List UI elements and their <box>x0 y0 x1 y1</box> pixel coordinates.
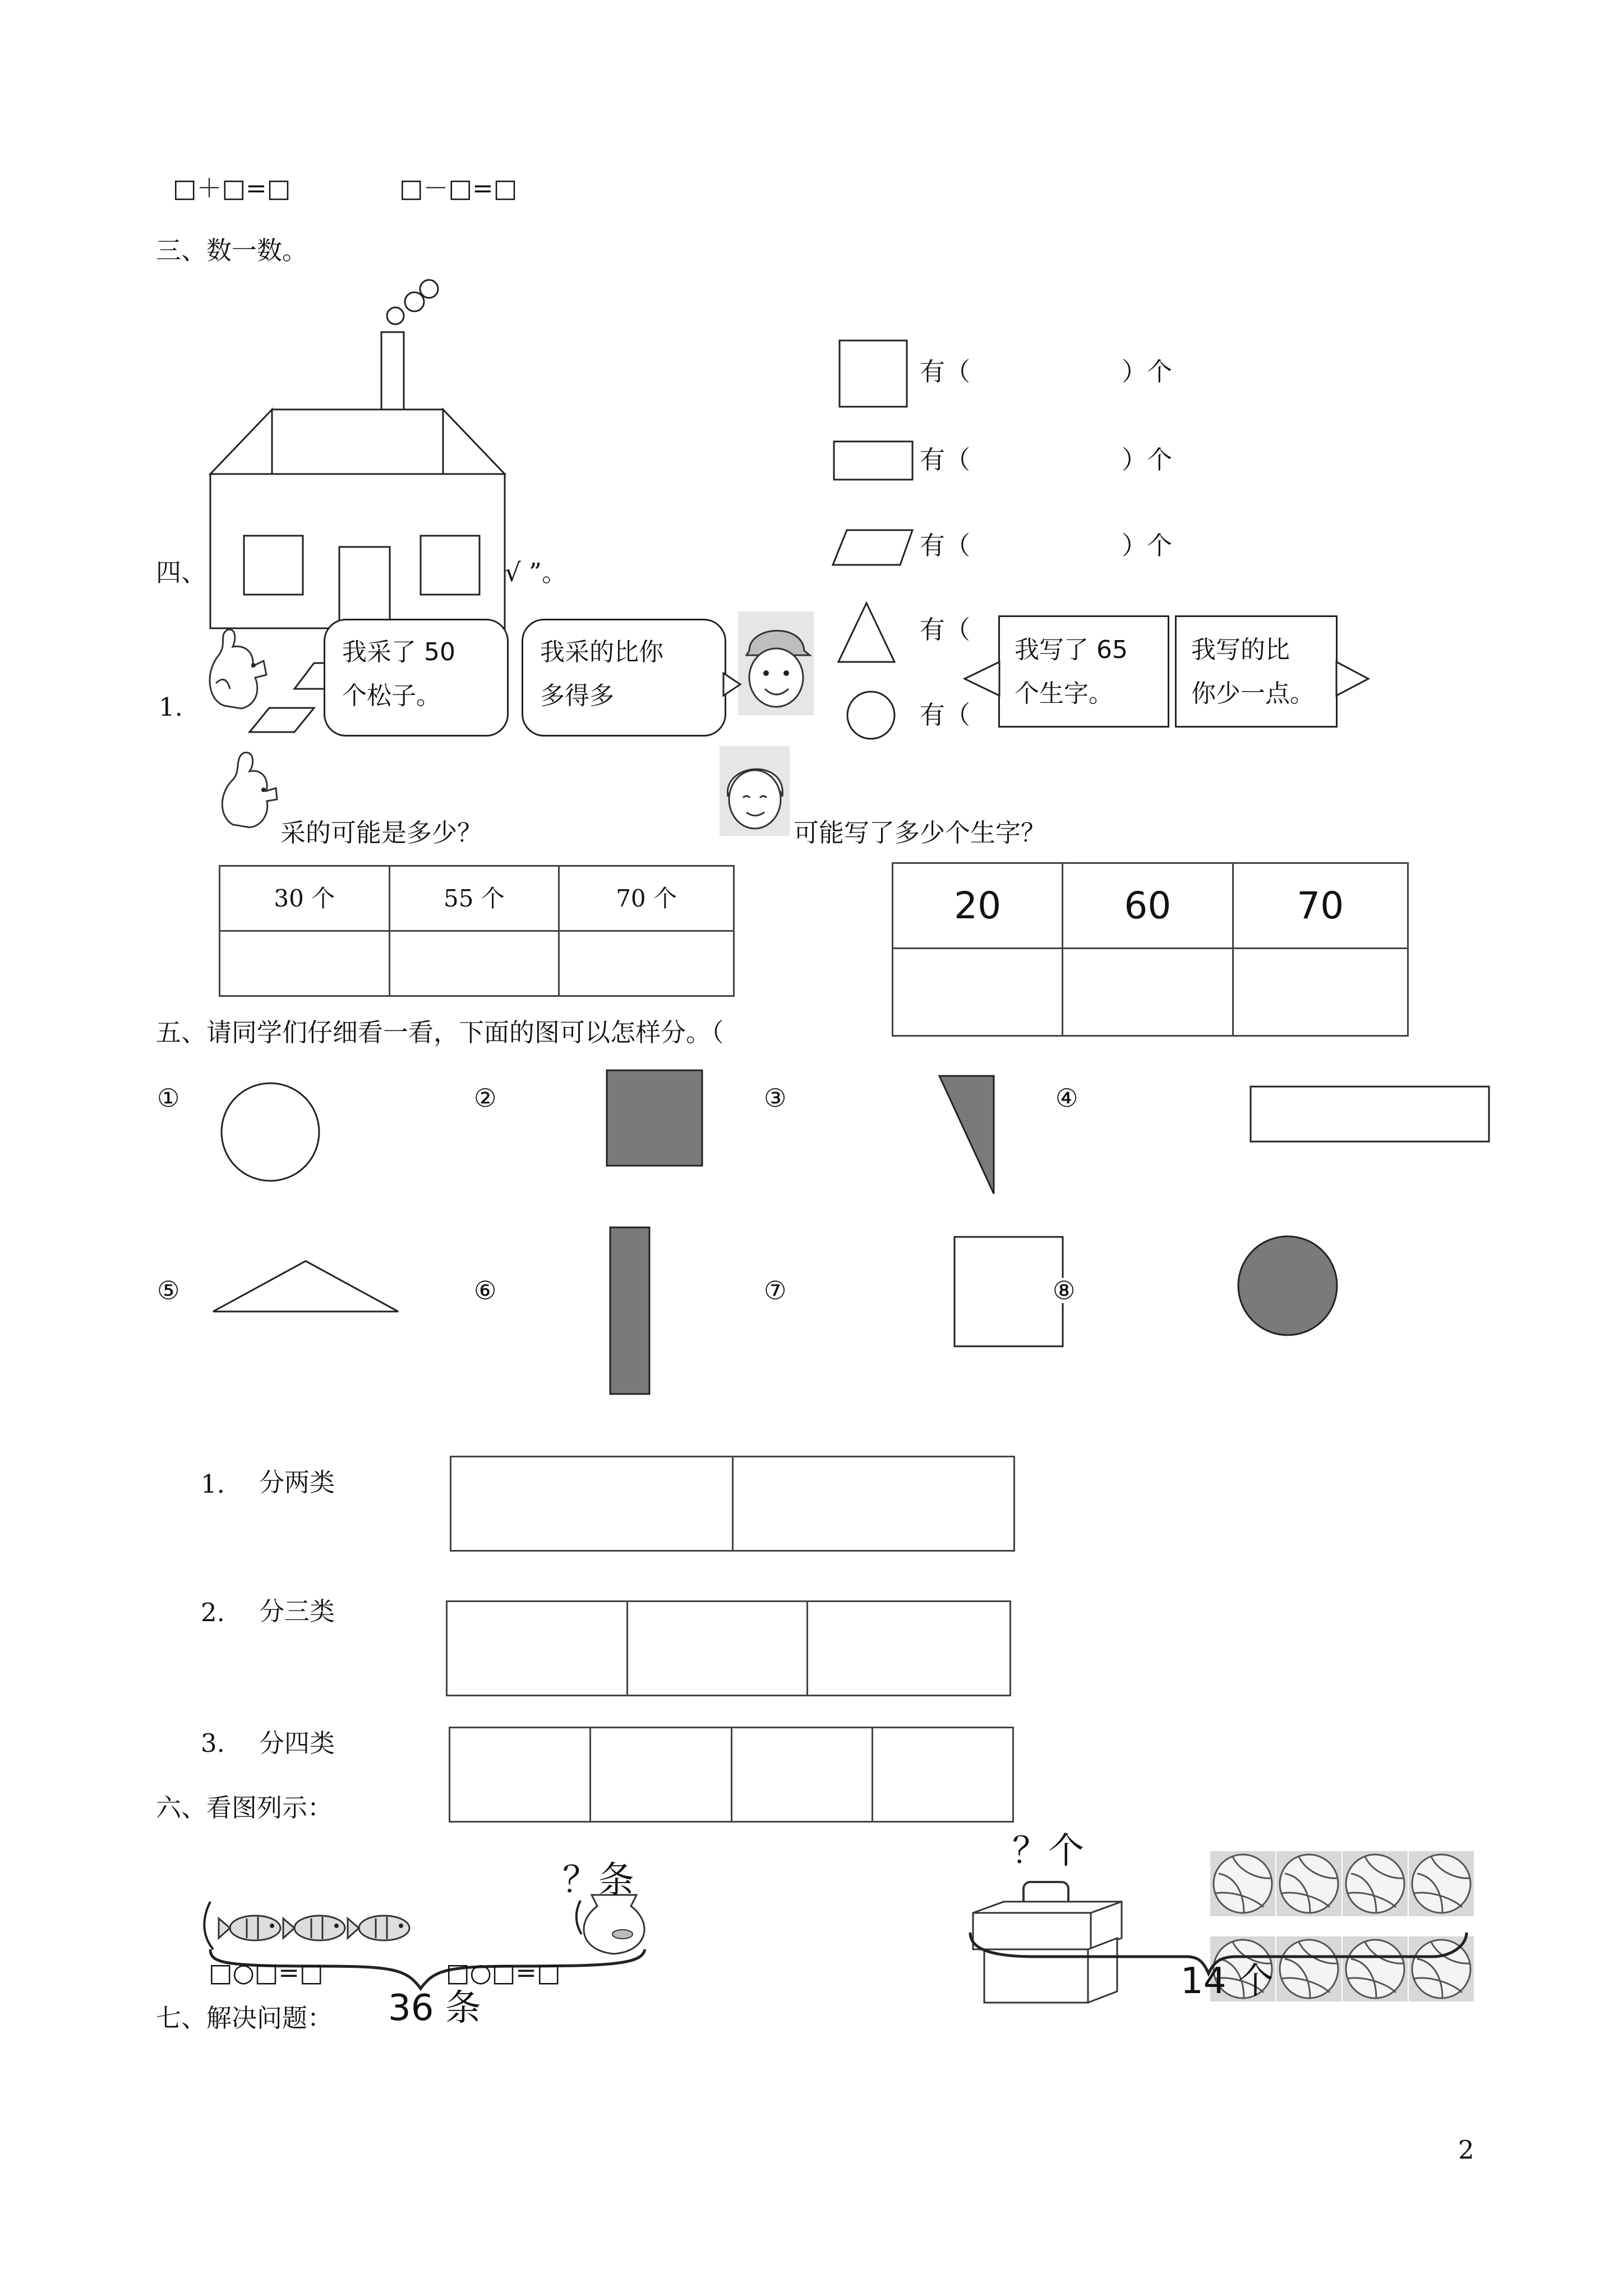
volleyball-icon <box>1276 1851 1341 1916</box>
shape-label-7: ⑦ <box>764 1276 787 1305</box>
page-number: 2 <box>1458 2135 1474 2165</box>
shape-label-2: ② <box>474 1083 497 1113</box>
split-3-label: 分四类 <box>259 1728 335 1758</box>
section-4-heading-prefix: 四、 <box>156 558 207 587</box>
answer-cell[interactable] <box>872 1728 1013 1822</box>
unknown-fish-label: ？条 <box>562 1860 634 1901</box>
shape-6-gray-rectangle <box>610 1227 649 1394</box>
count-row-5-you: 有（ <box>920 700 971 730</box>
answer-cell[interactable] <box>808 1602 1011 1696</box>
shape-label-6: ⑥ <box>474 1276 497 1305</box>
option-cell: 70 <box>1233 863 1408 949</box>
shape-5-triangle <box>213 1261 398 1312</box>
section-7-heading: 七、解决问题： <box>156 2003 333 2033</box>
split-2-num: 2. <box>201 1598 225 1627</box>
count-row-1-ge: ）个 <box>1122 357 1173 386</box>
total-fish-label: 36 条 <box>388 1987 481 2029</box>
option-cell: 20 <box>893 863 1063 949</box>
answer-cell[interactable] <box>732 1457 1015 1551</box>
fish-icon <box>219 1916 280 1940</box>
bubble-line: 我写了 65 <box>1015 636 1128 664</box>
bubble-line: 个生字。 <box>1015 679 1113 708</box>
answer-cell[interactable] <box>450 1728 591 1822</box>
expr-sub: □－□=□ <box>399 173 518 203</box>
volleyball-icon <box>1409 1851 1474 1916</box>
shape-label-1: ① <box>157 1083 180 1113</box>
shape-1-circle <box>222 1083 319 1181</box>
item-number: 1. <box>159 692 183 722</box>
option-cell: 60 <box>1063 863 1233 949</box>
answer-cell[interactable] <box>627 1602 808 1696</box>
bubble-line: 我采了 50 <box>342 638 455 666</box>
shape-3-gray-triangle <box>939 1076 994 1194</box>
total-balls-label: 14 个 <box>1181 1961 1274 2002</box>
section-4-heading-suffix: √ ”。 <box>505 558 567 587</box>
fish-icon <box>283 1916 345 1940</box>
fish-expr-1: □○□=□ <box>209 1958 324 1987</box>
bubble-line: 我写的比 <box>1191 636 1290 664</box>
volleyball-icon <box>1210 1851 1275 1916</box>
answer-cell[interactable] <box>731 1728 872 1822</box>
split-2-table <box>450 1456 1015 1552</box>
count-row-2-ge: ）个 <box>1122 445 1173 475</box>
shape-label-8: ⑧ <box>1053 1276 1076 1305</box>
expr-add: □＋□=□ <box>173 173 291 203</box>
split-3-num: 3. <box>201 1728 225 1758</box>
split-2-label: 分三类 <box>259 1596 335 1626</box>
shape-label-3: ③ <box>764 1083 787 1113</box>
split-1-num: 1. <box>201 1469 225 1499</box>
split-3-table <box>446 1600 1011 1696</box>
question-left: 采的可能是多少？ <box>280 818 483 848</box>
fish-expr-2: □○□=□ <box>446 1958 561 1987</box>
count-row-2-you: 有（ <box>920 445 971 475</box>
count-row-3-ge: ）个 <box>1122 531 1173 560</box>
split-1-label: 分两类 <box>259 1467 335 1497</box>
bubble-line: 你少一点。 <box>1191 679 1315 708</box>
bubble-line: 个松子。 <box>342 682 441 710</box>
question-right: 可能写了多少个生字？ <box>794 818 1046 848</box>
option-cell: 30 个 <box>220 866 390 931</box>
volleyball-icon <box>1343 1851 1408 1916</box>
bubble-line: 多得多 <box>540 682 614 710</box>
shape-label-5: ⑤ <box>157 1276 180 1305</box>
count-row-4-you: 有（ <box>920 615 971 645</box>
shape-2-gray-square <box>607 1070 702 1166</box>
bubble-line: 我采的比你 <box>540 638 663 666</box>
shape-4-rectangle <box>1251 1087 1489 1142</box>
shape-7-square <box>955 1237 1063 1346</box>
answer-cell[interactable] <box>447 1602 628 1696</box>
count-row-3-you: 有（ <box>920 531 971 560</box>
section-3-heading: 三、数一数。 <box>156 236 308 265</box>
unknown-box-label: ？个 <box>1012 1830 1084 1872</box>
count-row-1-you: 有（ <box>920 357 971 386</box>
answer-cell[interactable] <box>591 1728 731 1822</box>
section-5-heading: 五、请同学们仔细看一看，下面的图可以怎样分。（ <box>156 1018 724 1047</box>
shape-8-gray-circle <box>1238 1236 1337 1335</box>
split-4-table <box>449 1727 1014 1823</box>
section-6-heading: 六、看图列示： <box>156 1793 333 1823</box>
option-cell: 55 个 <box>389 866 559 931</box>
fish-icon <box>348 1916 409 1940</box>
shape-label-4: ④ <box>1055 1083 1078 1113</box>
answer-cell[interactable] <box>451 1457 733 1551</box>
option-cell: 70 个 <box>559 866 734 931</box>
